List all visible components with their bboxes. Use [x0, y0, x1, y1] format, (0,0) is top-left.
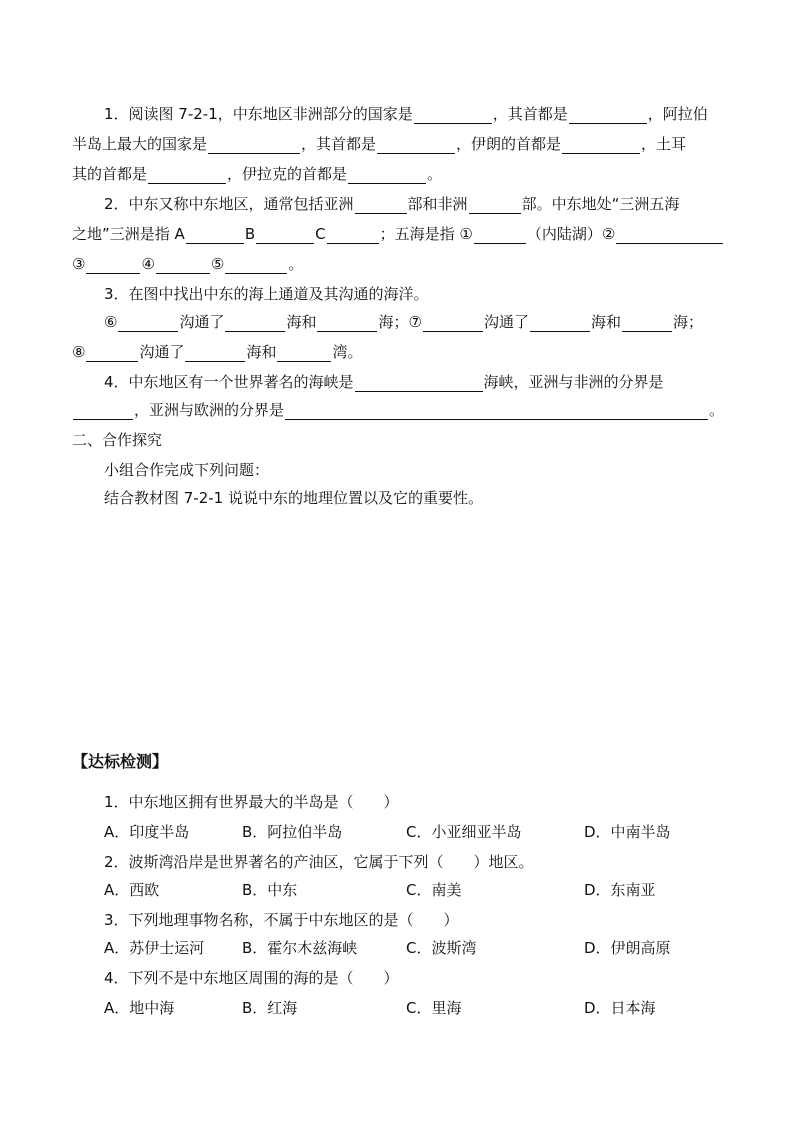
q1-text: ，伊拉克的首都是 — [227, 165, 348, 183]
q3-text: 海和 — [286, 313, 317, 331]
q4-text: 。 — [708, 401, 724, 419]
option-d[interactable]: D．伊朗高原 — [584, 939, 671, 957]
q1-blank-iran-capital[interactable] — [562, 137, 640, 154]
q1-blank-turkey-capital[interactable] — [148, 167, 226, 184]
q2-line3 — [72, 254, 724, 274]
q1-text: ，土耳 — [641, 135, 687, 153]
option-a[interactable]: A．印度半岛 — [104, 823, 190, 841]
q3-text: 海； — [672, 313, 703, 331]
q2-text: B — [244, 225, 256, 243]
q3-text: 海和 — [246, 343, 277, 361]
q2-text: C — [315, 225, 326, 243]
q3-text: ⑥ — [104, 313, 118, 331]
q1-line1 — [72, 104, 724, 124]
test-question-4 — [72, 968, 724, 988]
section2-title-text: 二、合作探究 — [72, 431, 163, 449]
q2-text: （内陆湖）② — [526, 225, 616, 243]
section2-line2 — [72, 488, 724, 508]
q3-text: ⑧ — [72, 343, 86, 361]
q3-line1 — [72, 284, 724, 304]
option-a[interactable]: A．地中海 — [104, 999, 175, 1017]
test-title — [72, 752, 724, 772]
q2-text: 之地”三洲是指 A — [72, 225, 185, 243]
question-text: 4．下列不是中东地区周围的海的是（ ） — [104, 969, 399, 987]
q1-text: ，其首都是 — [492, 105, 568, 123]
q1-text: 其的首都是 — [72, 165, 148, 183]
q3-blank-sea7b[interactable] — [622, 315, 672, 332]
q3-blank-passage8[interactable] — [86, 345, 138, 362]
q3-blank-passage6[interactable] — [118, 315, 178, 332]
q2-text: 部和非洲 — [407, 195, 468, 213]
q1-text: ，其首都是 — [301, 135, 377, 153]
q2-blank-sea4[interactable] — [156, 257, 210, 274]
option-d[interactable]: D．中南半岛 — [584, 823, 671, 841]
q1-blank-iraq-capital[interactable] — [348, 167, 426, 184]
test-question-2 — [72, 852, 724, 872]
q2-blank-b[interactable] — [256, 227, 314, 244]
option-d[interactable]: D．东南亚 — [584, 881, 656, 899]
test-question-3 — [72, 910, 724, 930]
q2-text: 2．中东又称中东地区，通常包括亚洲 — [104, 195, 354, 213]
q3-blank-sea8[interactable] — [185, 345, 245, 362]
q2-text: 。 — [288, 255, 304, 273]
q4-blank-asia-africa[interactable] — [73, 403, 133, 420]
q2-text: 部。中东地处“三洲五海 — [521, 195, 680, 213]
section2-line1 — [72, 460, 724, 480]
q4-line2 — [72, 400, 724, 420]
q3-text: 沟通了 — [179, 313, 225, 331]
option-a[interactable]: A．苏伊士运河 — [104, 939, 205, 957]
q3-blank-sea7a[interactable] — [530, 315, 590, 332]
test-title-text: 【达标检测】 — [72, 752, 169, 771]
option-b[interactable]: B．红海 — [242, 999, 298, 1017]
option-c[interactable]: C．小亚细亚半岛 — [406, 823, 522, 841]
q3-blank-sea6a[interactable] — [225, 315, 285, 332]
q1-line2 — [72, 134, 724, 154]
q3-line2 — [72, 312, 724, 332]
q1-line3 — [72, 164, 724, 184]
q3-blank-passage7[interactable] — [423, 315, 483, 332]
q4-blank-strait[interactable] — [355, 375, 483, 392]
q2-blank-a[interactable] — [186, 227, 244, 244]
option-b[interactable]: B．霍尔木兹海峡 — [242, 939, 358, 957]
option-a[interactable]: A．西欧 — [104, 881, 160, 899]
q3-line3 — [72, 342, 724, 362]
q3-text: 湾。 — [332, 343, 363, 361]
q1-text: 半岛上最大的国家是 — [72, 135, 208, 153]
option-d[interactable]: D．日本海 — [584, 999, 656, 1017]
q4-blank-asia-europe[interactable] — [285, 403, 708, 420]
q1-text: ，伊朗的首都是 — [456, 135, 562, 153]
q1-blank-capital[interactable] — [569, 107, 647, 124]
q4-text: 4．中东地区有一个世界著名的海峡是 — [104, 373, 354, 391]
q3-blank-gulf8[interactable] — [277, 345, 331, 362]
q1-text: ，阿拉伯 — [647, 105, 708, 123]
q2-blank-c[interactable] — [327, 227, 379, 244]
option-c[interactable]: C．里海 — [406, 999, 462, 1017]
question-text: 2．波斯湾沿岸是世界著名的产油区，它属于下列（ ）地区。 — [104, 853, 534, 871]
section2-text: 小组合作完成下列问题： — [104, 461, 270, 479]
q4-text: 海峡，亚洲与非洲的分界是 — [483, 373, 664, 391]
q1-text: 1．阅读图 7-2-1，中东地区非洲部分的国家是 — [104, 105, 413, 123]
q1-blank-capital2[interactable] — [377, 137, 455, 154]
q2-text: ③ — [72, 255, 86, 273]
q1-blank-country[interactable] — [414, 107, 492, 124]
q1-blank-largest-country[interactable] — [208, 137, 300, 154]
q4-line1 — [72, 372, 724, 392]
section2-title — [72, 430, 724, 450]
q1-text: 。 — [427, 165, 443, 183]
q3-text: 沟通了 — [139, 343, 185, 361]
q3-blank-sea6b[interactable] — [317, 315, 377, 332]
q4-text: ，亚洲与欧洲的分界是 — [134, 401, 285, 419]
q2-line2 — [72, 224, 724, 244]
q3-text: 沟通了 — [483, 313, 529, 331]
q2-blank-sea3[interactable] — [86, 257, 140, 274]
q2-text: ；五海是指 ① — [379, 225, 473, 243]
q3-text: 海；⑦ — [378, 313, 422, 331]
q2-blank-africa-part[interactable] — [469, 197, 521, 214]
q2-blank-sea5[interactable] — [225, 257, 287, 274]
option-b[interactable]: B．中东 — [242, 881, 298, 899]
option-b[interactable]: B．阿拉伯半岛 — [242, 823, 343, 841]
q2-text: ④ — [141, 255, 155, 273]
q2-blank-sea2[interactable] — [616, 227, 723, 244]
q2-blank-asia-part[interactable] — [355, 197, 407, 214]
question-text: 3．下列地理事物名称，不属于中东地区的是（ ） — [104, 911, 459, 929]
option-c[interactable]: C．南美 — [406, 881, 462, 899]
option-c[interactable]: C．波斯湾 — [406, 939, 477, 957]
q2-blank-sea1[interactable] — [474, 227, 526, 244]
test-question-1 — [72, 792, 724, 812]
q3-text: 海和 — [590, 313, 621, 331]
question-text: 1．中东地区拥有世界最大的半岛是（ ） — [104, 793, 399, 811]
section2-text: 结合教材图 7-2-1 说说中东的地理位置以及它的重要性。 — [104, 489, 483, 507]
q3-text: 3．在图中找出中东的海上通道及其沟通的海洋。 — [104, 285, 429, 303]
q2-text: ⑤ — [210, 255, 225, 273]
q2-line1 — [72, 194, 724, 214]
